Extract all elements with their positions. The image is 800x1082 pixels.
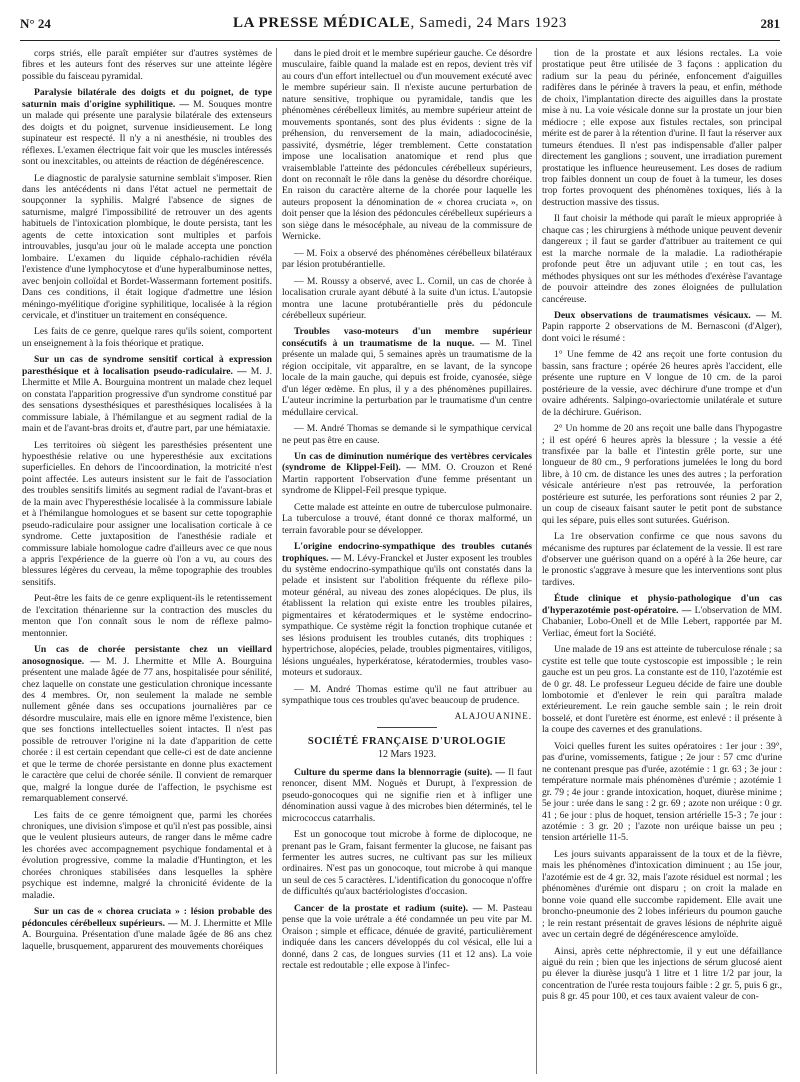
body-text: M. Lévy-Franckel et Juster exposent les troubles du système endocrino-sympathique qu'ils ont constatés dans la pelade et insistent sur l'abolition fréquente du réflexe pilo-moteur général, au niveau des zones alopéciques. De plus, ils établissent la relation qui existe entre les troubles pilaires, pigmentaires et kératodermiques et le système endocrino-sympathique. Ce système régit la fonction trophique cutanée et ses lésions produisent les troubles cutanés, dits trophiques : hypertrichose, alopécies, pelade, troubles pigmentaires, vitiligos, lésions unguéales, hyperkératose, kératodermies, troubles vaso-moteurs et sudoraux. (282, 552, 532, 679)
body-text: 2° Un homme de 20 ans reçoit une balle dans l'hypogastre ; il est opéré 6 heures après la blessure ; la vessie a été transfixée par la balle et l'intestin grêle porte, sur une longueur de 80 cm., 9 perforations jumelées le long du bord libre, à 10 cm. de distance les unes des autres ; la perforation vésicale antérieure n'est pas retrouvée, la perforation postérieure est suturée, les perforations sont réunies 2 par 2, un coup de ciseaux faisant sauter le petit pont de substance qui les sépare, puis elles sont suturées. Guérison. (542, 423, 782, 526)
paragraph-text (542, 423, 782, 526)
body-text: Les faits de ce genre, quelque rares qu'ils soient, comportent un enseignement à la fois théorique et pratique. (22, 326, 272, 349)
paragraph-text (542, 849, 782, 941)
paragraph-text (22, 810, 272, 902)
article-paragraph (282, 326, 532, 418)
paragraph-text (282, 276, 532, 322)
paragraph-text (282, 451, 532, 497)
article-paragraph (282, 903, 532, 972)
journal-name: LA PRESSE MÉDICALE (232, 15, 411, 31)
article-heading: Sur un cas de syndrome sensitif cortical à expression paresthésique et à localisation pseudo-radiculaire. — (22, 354, 272, 377)
body-text: Il faut renoncer, disent MM. Noguès et Durupt, à l'expression de pseudo-gonocoques qui ne signifie rien et à infliger une dénomination aussi vague à des microbes bien déterminés, tel le micrococcus catarrhalis. (282, 766, 532, 824)
article-paragraph (542, 644, 782, 736)
urology-reports (282, 767, 532, 972)
body-text: tion de la prostate et aux lésions rectales. La voie prostatique peut être utilisée de 3 façons : application du radium sur la peau du périnée, enfoncement d'aiguilles radifères dans le périnée à travers la peau, et enfin, méthode de choix, l'implantation directe des aiguilles dans la prostate mise à nu. La voie vésicale donne sur la prostate un jour bien médiocre ; elle expose aux fistules rectales, son principal mérite est de parer à la rétention d'urine. Il faut la réserver aux tumeurs étendues. Il n'est pas indispensable d'aller palper directement les ganglions ; souvent, une irradiation purement prostatique les influence heureusement. Les doses de radium trop faibles donnent un coup de fouet à la tumeur, les doses trop fortes provoquent des phénomènes toxiques, liés à la destruction massive des tissus. (542, 48, 782, 208)
column-divider (276, 48, 277, 1074)
article-paragraph (542, 310, 782, 344)
article-heading: Cancer de la prostate et radium (suite). — (294, 902, 483, 914)
article-paragraph (542, 48, 782, 208)
article-heading: Troubles vaso-moteurs d'un membre supérieur consécutifs à un traumatisme de la nuque. — (282, 326, 532, 349)
issue-number: N° 24 (20, 16, 51, 31)
article-heading: Sur un cas de « chorea cruciata » : lésion probable des pédoncules cérébelleux supérieurs. — (22, 906, 272, 929)
body-text: Les jours suivants apparaissent de la toux et de la fièvre, mais les phénomènes d'intoxication diminuent ; au 15e jour, l'azotémie est de 4 gr. 32, mais l'azote résiduel est normal ; les phénomènes d'urémie ont disparu ; on croit la malade en bonne voie quand elle succombe rapidement. Elle avait une broncho-pneumonie des 2 lobes inférieurs du poumon gauche ; le rein restant présentait de graves lésions de néphrite aiguë avec un certain degré de dégénérescence amyloïde. (542, 848, 782, 941)
article-paragraph (22, 593, 272, 639)
article-paragraph (22, 644, 272, 804)
article-heading: Culture du sperme dans la blennorragie (suite). — (294, 766, 506, 778)
paragraph-text (542, 946, 782, 1003)
body-text: — M. André Thomas estime qu'il ne faut attribuer au sympathique tous ces troubles qu'avec beaucoup de prudence. (282, 683, 532, 707)
column-left (22, 48, 272, 1078)
article-paragraph (282, 767, 532, 824)
paragraph-text (22, 644, 272, 804)
article-paragraph (22, 354, 272, 434)
body-text: 1° Une femme de 42 ans reçoit une forte contusion du bassin, sans fracture ; opérée 26 heures après l'accident, elle présente une rupture en V longue de 10 cm. de la paroi postérieure de la vessie, avec déchirure d'une trompe et d'un ovaire adhérents. Salpingo-ovariectomie unilatérale et suture de la déchirure. Guérison. (542, 349, 782, 418)
paragraph-text (22, 593, 272, 639)
paragraph-text (542, 531, 782, 588)
column-divider (536, 48, 537, 1074)
article-heading: Un cas de diminution numérique des vertèbres cervicales (syndrome de Klippel-Feil). — (282, 450, 532, 474)
body-text: Est un gonocoque tout microbe à forme de diplocoque, ne prenant pas le Gram, faisant fermenter la glucose, ne faisant pas fermenter les autres sucres, ne cultivant pas sur les milieux ordinaires. N'est pas un gonocoque, tout microbe à qui manque un seul de ces 5 caractères. L'identification du gonocoque n'offre de difficultés qu'aux bactériologistes d'occasion. (282, 829, 532, 898)
column-right (542, 48, 782, 1078)
article-heading: Paralysie bilatérale des doigts et du poignet, de type saturnin mais d'origine syphilitique. — (22, 87, 272, 110)
article-paragraph (22, 48, 272, 82)
article-paragraph (282, 502, 532, 536)
body-text: dans le pied droit et le membre supérieur gauche. Ce désordre musculaire, faible quand la malade est en repos, devient très vif au cours d'un effort intellectuel ou d'un mouvement exécuté avec le membre supérieur sain. Il n'existe aucune perturbation de nature sensitive, trophique ou pyramidale, tandis que les phénomènes cérébelleux limités, au membre supérieur atteint de mouvements spontanés, sont des plus évidents : signe de la préhension, du renversement de la main, adiadococinésie, passivité, dysmétrie, léger tremblement. Cette constatation impose une localisation anatomique et rend plus que vraisemblable l'atteinte des pédoncules cérébelleux supérieurs, dont on reconnaît le rôle dans la genèse du désordre choréique. En raison du caractère alterne de la chorée pour laquelle les auteurs proposent la dénomination de « chorea cruciata », on doit penser que la lésion des pédoncules cérébelleux supérieurs a son siège dans le mésocéphale, au niveau de la commissure de Wernicke. (282, 48, 532, 243)
body-text: Les territoires où siègent les paresthésies présentent une hypoesthésie relative ou une hyperesthésie aux excitations superficielles. En dehors de l'incoordination, la motricité n'est point affectée. Les auteurs insistent sur le fait de l'association des troubles sensitifs limités au segment radial de l'avant-bras et de la main avec l'hyperesthésie localisée à la commissure labiale et à l'hémilangue homologues et se basent sur cette topographie pseudo-radiculaire pour assigner une localisation corticale à ce syndrome. Cette juxtaposition de l'anesthésie radiale et commissure labiale homologue cadre d'ailleurs avec ce que nous a appris l'expérience de la guerre où l'on a vu, au cours des blessures légères du cerveau, la même topographie des troubles sensitifs. (22, 439, 272, 588)
paragraph-text (542, 593, 782, 639)
body-text: Une malade de 19 ans est atteinte de tuberculose rénale ; sa cystite est telle que toute cystoscopie est impossible ; le rein gauche est un peu gros. La constante est de 110, l'azotémie est de 0 gr. 48. Le professeur Legueu décide de faire une double lombotomie et d'enlever le rein qui paraîtra malade extérieurement. Le rein gauche semble sain ; le rein droit bosselé, et dont l'uretère est énorme, est enlevé : il présente à la coupe des cavernes et des granulations. (542, 644, 782, 736)
body-text: Cette malade est atteinte en outre de tuberculose pulmonaire. La tuberculose a trouvé, étant donné ce thorax malformé, un terrain favorable pour se développer. (282, 501, 532, 536)
paragraph-text (542, 310, 782, 344)
column-middle (282, 48, 532, 1078)
body-text: MM. O. Crouzon et René Martin rapportent l'observation d'une femme présentant un syndrome de Klippel-Feil presque typique. (282, 462, 532, 497)
body-text: M. Souques montre un malade qui présente une paralysie bilatérale des extenseurs des doigts et du poignet, survenue insidieusement. Le long supinateur est respecté. Il n'y a ni anesthésie, ni troubles des réflexes. L'examen électrique fait voir que les muscles intéressés sont ou inexcitables, ou atteints de réaction de dégénérescence. (22, 98, 272, 168)
article-paragraph (282, 423, 532, 446)
paragraph-text (282, 248, 532, 271)
paragraph-text (22, 87, 272, 167)
journal-title (20, 15, 780, 32)
article-heading: L'origine endocrino-sympathique des troubles cutanés trophiques. — (282, 541, 532, 564)
section-rule (377, 727, 437, 728)
body-text: La 1re observation confirme ce que nous savons du mécanisme des ruptures par éclatement de la vessie. Il est rare d'observer une guérison quand on a opéré à la 26e heure, car le pronostic s'aggrave à mesure que les interventions sont plus tardives. (542, 531, 782, 588)
article-heading: Un cas de chorée persistante chez un vieillard anosognosique. — (22, 644, 272, 667)
body-text: M. J. Lhermitte et Mlle A. Bourguina présentent une malade âgée de 77 ans, hospitalisée pour sénilité, chez laquelle on constate une gesticulation chronique incessante des 4 membres. Or, non seulement la malade ne semble nullement gênée dans ses occupations journalières par ce désordre musculaire, mais elle en ignore même l'existence, bien que ses fonctions intellectuelles soient intactes. Il n'est pas possible de retrouver l'origine ni la date d'apparition de cette chorée : il est certain cependant que celle-ci est de date ancienne et que le terme de chorée persistante en donne plus exactement le caractère que celui de chorée sénile. Il convient de remarquer que, malgré la longue durée de l'affection, le psychisme est remarquablement conservé. (22, 655, 272, 805)
body-text: M. Tinel présente un malade qui, 5 semaines après un traumatisme de la région occipitale, vit apparaître, en se lavant, de la syncope locale de la main gauche, qui depuis est froide, cyanosée, siège d'un léger œdème. En plus, il y a des phénomènes pupillaires. L'auteur incrimine la perturbation par le traumatisme d'un centre médullaire cervical. (282, 337, 532, 418)
article-paragraph (542, 946, 782, 1003)
article-paragraph (282, 684, 532, 707)
page-header (20, 14, 780, 41)
paragraph-text (282, 541, 532, 678)
paragraph-text (282, 423, 532, 446)
article-heading: Deux observations de traumatismes vésicaux. — (554, 309, 766, 321)
society-heading: SOCIÉTÉ FRANÇAISE D'UROLOGIE (307, 735, 507, 747)
article-paragraph (542, 593, 782, 639)
body-text: — M. Roussy a observé, avec L. Cornil, un cas de chorée à localisation crurale ayant débuté à la suite d'un ictus. L'autopsie montra une lacune protubérantielle près du pédoncule cérébelleux supérieur. (282, 275, 532, 321)
page-number: 281 (760, 16, 780, 31)
article-paragraph (282, 48, 532, 243)
paragraph-text (282, 502, 532, 536)
paragraph-text (542, 741, 782, 844)
report-signature: ALAJOUANINE. (454, 711, 532, 722)
body-text: — M. André Thomas se demande si le sympathique cervical ne peut pas être en cause. (282, 423, 532, 446)
body-text: — M. Foix a observé des phénomènes cérébelleux bilatéraux par lésion protubérantielle. (282, 247, 532, 271)
body-text: M. J. Lhermitte et Mlle A. Bourguina. Présentation d'une malade âgée de 86 ans chez laquelle, brusquement, apparurent des mouvements choréiques (22, 917, 272, 952)
paragraph-text (22, 326, 272, 349)
article-paragraph (542, 423, 782, 526)
body-text: M. J. Lhermitte et Mlle A. Bourguina montrent un malade chez lequel on constata l'apparition progressive d'un syndrome constitué par des sensations dysesthésiques et paresthésiques localisées à la commissure labiale, à l'hémilangue et au segment radial de la main et de l'avant-bras droits et, d'autre part, par une hémiataxie. (22, 365, 272, 435)
body-text: Voici quelles furent les suites opératoires : 1er jour : 39°, pas d'urine, vomissements, fatigue ; 2e jour : 57 cmc d'urine ne contenant presque pas d'urée, azotémie : 1 gr. 63 ; 3e jour : température normale mais phénomènes d'urémie ; azotémie 1 gr. 79 ; 4e jour : grande intoxication, hoquet, diurèse minime ; 5e jour : urée dans le sang : 2 gr. 69 ; azote non uréique : 0 gr. 41 ; 6e jour : plus de hoquet, tension artérielle 15-3 ; 7e jour : azotémie : 3 gr. 20 ; l'azote non uréique baisse un peu ; tension artérielle 11-5. (542, 740, 782, 844)
body-text: L'observation de MM. Chabanier, Lobo-Onell et de Mlle Lebert, rapportée par M. Verliac, émeut fort la Société. (542, 604, 782, 639)
article-paragraph (282, 451, 532, 497)
article-paragraph (542, 849, 782, 941)
article-paragraph (22, 173, 272, 322)
paragraph-text (282, 684, 532, 707)
body-text: Ainsi, après cette néphrectomie, il y eut une défaillance aiguë du rein ; bien que les injections de sérum glucosé aient pu élever la diurèse jusqu'à 1 litre et 1 litre 1/2 par jour, la concentration de l'urée resta toujours faible : 2 gr. 5, puis 6 gr., puis 8 gr. 45 pour 100, et ces taux avaient valeur de con- (542, 945, 782, 1003)
article-paragraph (282, 276, 532, 322)
article-paragraph (542, 349, 782, 418)
article-paragraph (22, 906, 272, 952)
article-paragraph (22, 87, 272, 167)
paragraph-text (542, 349, 782, 418)
paragraph-text (22, 354, 272, 434)
article-paragraph (282, 541, 532, 678)
paragraph-text (22, 173, 272, 322)
article-heading: Étude clinique et physio-pathologique d'un cas d'hyperazotémie post-opératoire. — (542, 593, 782, 616)
article-paragraph (22, 440, 272, 589)
paragraph-text (282, 829, 532, 898)
paragraph-text (542, 48, 782, 208)
paragraph-text (282, 326, 532, 418)
article-paragraph (282, 248, 532, 271)
paragraph-text (282, 767, 532, 824)
paragraph-text (282, 48, 532, 243)
body-text: Il faut choisir la méthode qui paraît le mieux appropriée à chaque cas ; les chirurgiens à méthode unique peuvent devenir dangereux ; il faut se garder d'attribuer au traitement ce qui est la marche normale de la maladie. La radiothérapie profonde peut être un adjuvant utile ; en tout cas, les méthodes physiques ont sur les méthodes d'exérèse l'avantage de pouvoir atteindre des zones éloignées de pullulation cancéreuse. (542, 213, 782, 305)
article-paragraph (282, 829, 532, 898)
society-date: 12 Mars 1923. (377, 749, 437, 761)
article-paragraph (22, 810, 272, 902)
body-text: M. Pasteau pense que la voie urétrale a été condamnée un peu vite par M. Oraison ; simple et efficace, dénuée de gravité, particulièrement indiquée dans les cancers développés du col vésical, elle lui a donné, dans 2 cas, de longues survies (11 et 12 ans). La voie rectale est redoutable ; elle expose à l'infec- (282, 902, 532, 972)
article-paragraph (542, 741, 782, 844)
body-text: M. Papin rapporte 2 observations de M. Bernasconi (d'Alger), dont voici le résumé : (542, 309, 782, 344)
article-paragraph (22, 326, 272, 349)
neurology-reports (282, 48, 532, 706)
article-paragraph (542, 213, 782, 305)
body-text: Le diagnostic de paralysie saturnine semblait s'imposer. Rien dans les antécédents ni dans l'état actuel ne permettait de soupçonner la syphilis. Malgré l'absence de signes de saturnisme, malgré l'impossibilité de retrouver un des agents habituels de l'intoxication plombique, le doute persista, tant les agents de cette intoxication sont multiples et parfois introuvables, jusqu'au jour où le malade accepta une ponction lombaire. L'examen du liquide céphalo-rachidien révéla l'existence d'une lymphocytose et d'une hyperalbuminose nettes, avec benjoin colloïdal et Bordet-Wassermann fortement positifs. Dans ces conditions, il était logique d'admettre une lésion méningo-myélitique d'origine syphilitique, localisée à la région cervicale, et d'instituer un traitement en conséquence. (22, 172, 272, 321)
paragraph-text (542, 213, 782, 305)
paragraph-text (542, 644, 782, 736)
paragraph-text (282, 903, 532, 972)
paragraph-text (22, 440, 272, 589)
body-text: Les faits de ce genre témoignent que, parmi les chorées chroniques, une division s'impose et qu'il n'est pas possible, ainsi que le veulent plusieurs auteurs, de ranger dans le même cadre les chorées avec accompagnement psychique fondamental et à évolution progressive, comme la maladie d'Huntington, et les chorées chroniques stabilisées dans lesquelles la sphère psychique est indemne, malgré la chronicité évidente de la maladie. (22, 809, 272, 901)
issue-date: , Samedi, 24 Mars 1923 (410, 15, 568, 31)
paragraph-text (22, 906, 272, 952)
body-text: corps striés, elle paraît empiéter sur d'autres systèmes de fibres et les auteurs font des réserves sur une atteinte légère possible du faisceau pyramidal. (22, 48, 272, 82)
paragraph-text (22, 48, 272, 82)
body-text: Peut-être les faits de ce genre expliquent-ils le retentissement de l'excitation thénarienne sur la contraction des muscles du menton que l'on connaît sous le nom de réflexe palmo-mentonnier. (22, 593, 272, 639)
article-paragraph (542, 531, 782, 588)
